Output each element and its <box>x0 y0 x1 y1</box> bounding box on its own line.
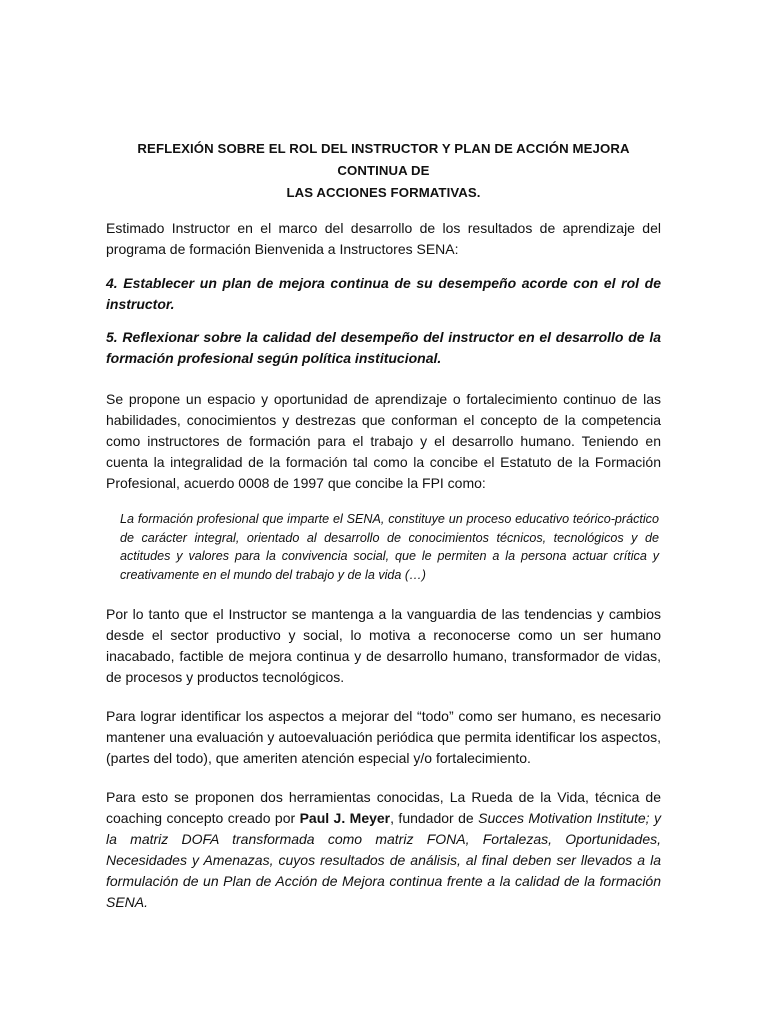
document-title <box>106 138 661 204</box>
body-paragraph-2: Por lo tanto que el Instructor se mantenga a la vanguardia de las tendencias y cambios desde el sector productivo y social, lo motiva a reconocerse como un ser humano inacabado, factible de mejora continua y de desarrollo humano, transformador de vidas, de procesos y productos tecnológicos. <box>106 606 661 685</box>
body-paragraph-1: Se propone un espacio y oportunidad de aprendizaje o fortalecimiento continuo de las habilidades, conocimientos y destrezas que conforman el concepto de la competencia como instructores de formación para el trabajo y el desarrollo humano. Teniendo en cuenta la integralidad de la formación tal como la concibe el Estatuto de la Formación Profesional, acuerdo 0008 de 1997 que concibe la FPI como: <box>106 391 661 491</box>
block-quote: La formación profesional que imparte el SENA, constituye un proceso educativo teórico-práctico de carácter integral, orientado al desarrollo de conocimientos técnicos, tecnológicos y de actitudes y valores para la convivencia social, que le permiten a la persona actuar crítica y creativamente en el mundo del trabajo y de la vida (…) <box>120 512 659 582</box>
goal-5: 5. Reflexionar sobre la calidad del desempeño del instructor en el desarrollo de la formación profesional según política institucional. <box>106 329 661 366</box>
paragraph-4-author-name: Paul J. Meyer <box>299 810 391 826</box>
title-line-2: LAS ACCIONES FORMATIVAS. <box>286 185 481 200</box>
intro-paragraph: Estimado Instructor en el marco del desarrollo de los resultados de aprendizaje del programa de formación Bienvenida a Instructores SENA: <box>106 220 661 257</box>
goal-4: 4. Establecer un plan de mejora continua de su desempeño acorde con el rol de instructor. <box>106 275 661 312</box>
paragraph-4-part-2: , fundador de <box>390 810 479 826</box>
paragraph-4-part-1: Para esto se proponen dos herramientas conocidas, La Rueda de la Vida, técnica de coaching concepto creado por <box>106 789 661 826</box>
body-paragraph-3: Para lograr identificar los aspectos a mejorar del “todo” como ser humano, es necesario mantener una evaluación y autoevaluación periódica que permita identificar los aspectos, (partes del todo), que ameriten atención especial y/o fortalecimiento. <box>106 708 661 766</box>
paragraph-4-italic-text: Succes Motivation Institute; y la matriz DOFA transformada como matriz FONA, Fortalezas, Oportunidades, Necesidades y Amenazas, cuyos resultados de análisis, al final deben ser llevados a la formulación de un Plan de Acción de Mejora continua frente a la calidad de la formación SENA. <box>106 810 661 910</box>
title-line-1: REFLEXIÓN SOBRE EL ROL DEL INSTRUCTOR Y PLAN DE ACCIÓN MEJORA CONTINUA DE <box>137 141 630 178</box>
body-paragraph-4 <box>106 787 661 913</box>
